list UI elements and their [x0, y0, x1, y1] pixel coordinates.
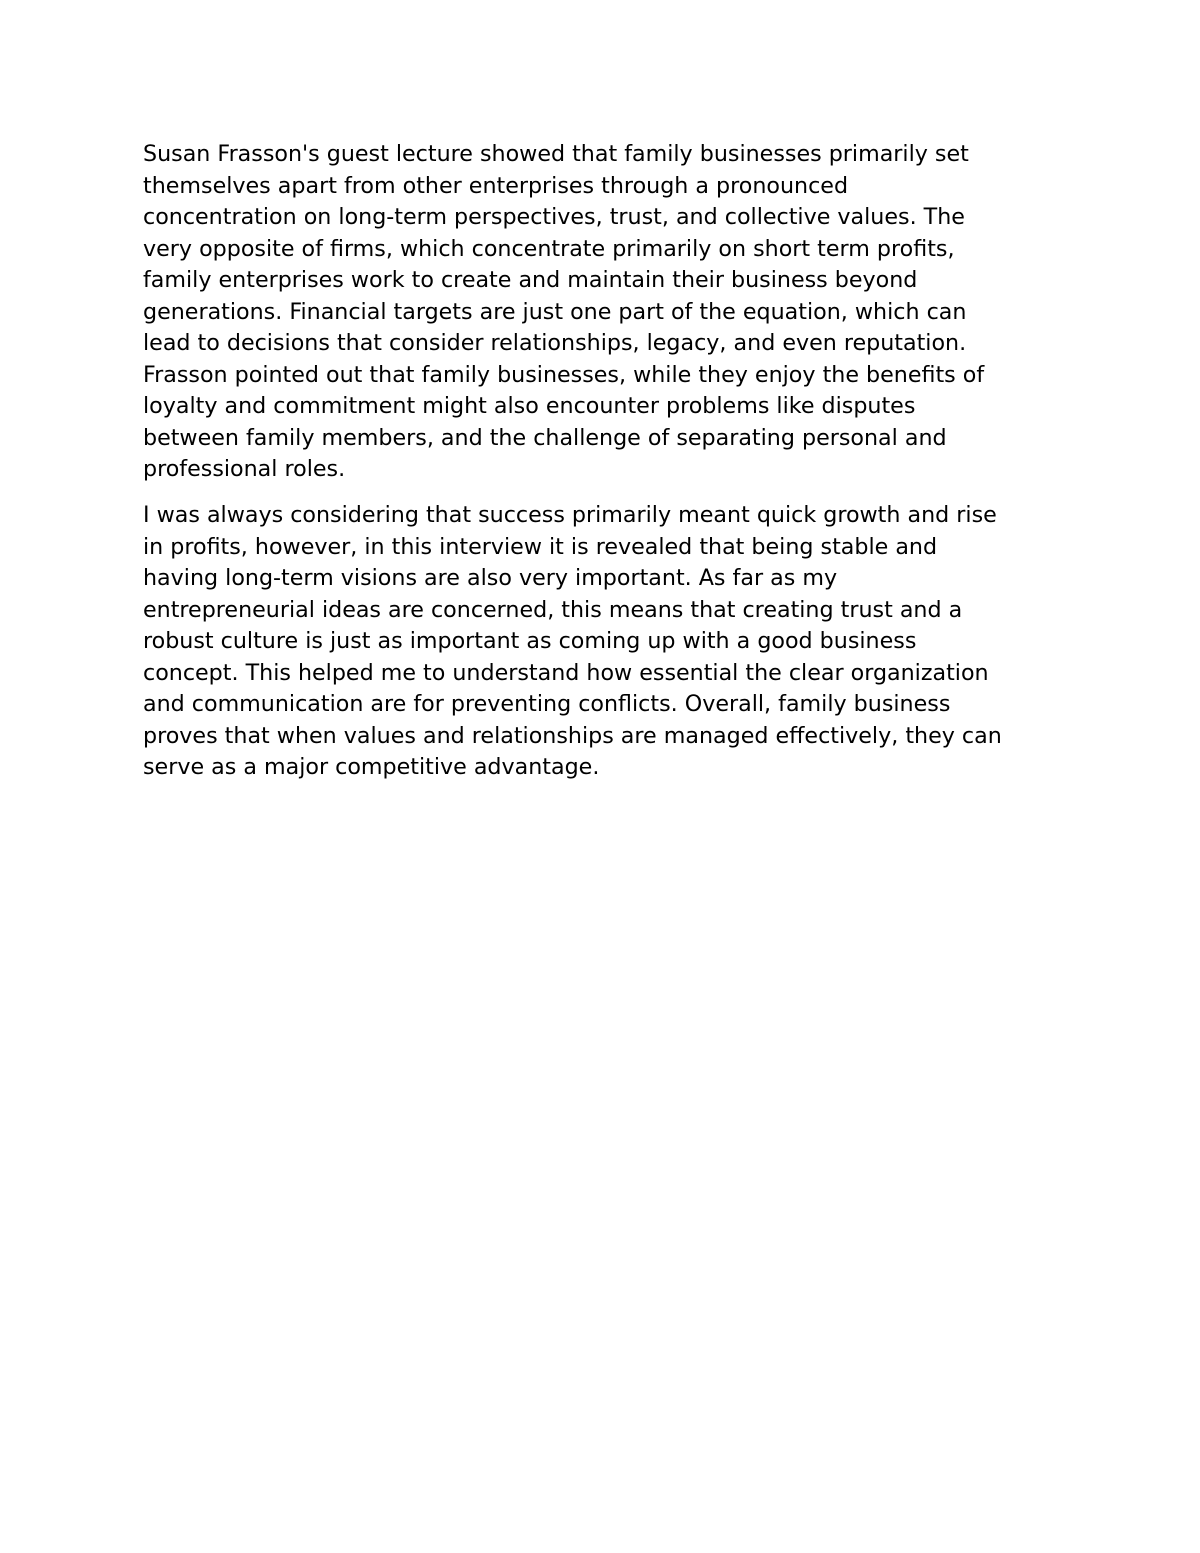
text-line: concept. This helped me to understand how essential the clear organization: [143, 659, 989, 686]
document-body: [143, 139, 1063, 798]
text-line: generations. Financial targets are just one part of the equation, which can: [143, 298, 967, 325]
text-line: in profits, however, in this interview it is revealed that being stable and: [143, 533, 938, 560]
text-line: Frasson pointed out that family businesses, while they enjoy the benefits of: [143, 361, 985, 388]
text-line: I was always considering that success primarily meant quick growth and rise: [143, 502, 997, 529]
text-line: proves that when values and relationships are managed effectively, they can: [143, 722, 1002, 749]
text-line: Susan Frasson's guest lecture showed that family businesses primarily set: [143, 141, 969, 167]
paragraph-1: [143, 139, 1063, 486]
text-line: lead to decisions that consider relationships, legacy, and even reputation.: [143, 330, 967, 357]
text-line: very opposite of firms, which concentrate primarily on short term profits,: [143, 235, 955, 262]
text-line: concentration on long-term perspectives, trust, and collective values. The: [143, 204, 965, 231]
text-line: loyalty and commitment might also encounter problems like disputes: [143, 393, 916, 420]
text-line: between family members, and the challenge of separating personal and: [143, 424, 947, 451]
text-line: robust culture is just as important as coming up with a good business: [143, 628, 917, 655]
paragraph-2: [143, 500, 1063, 784]
text-line: professional roles.: [143, 456, 346, 483]
text-line: entrepreneurial ideas are concerned, this means that creating trust and a: [143, 596, 963, 623]
text-line: and communication are for preventing conflicts. Overall, family business: [143, 691, 951, 718]
text-line: family enterprises work to create and maintain their business beyond: [143, 267, 918, 294]
text-line: having long-term visions are also very important. As far as my: [143, 565, 838, 592]
text-line: serve as a major competitive advantage.: [143, 754, 600, 781]
text-line: themselves apart from other enterprises through a pronounced: [143, 172, 849, 199]
